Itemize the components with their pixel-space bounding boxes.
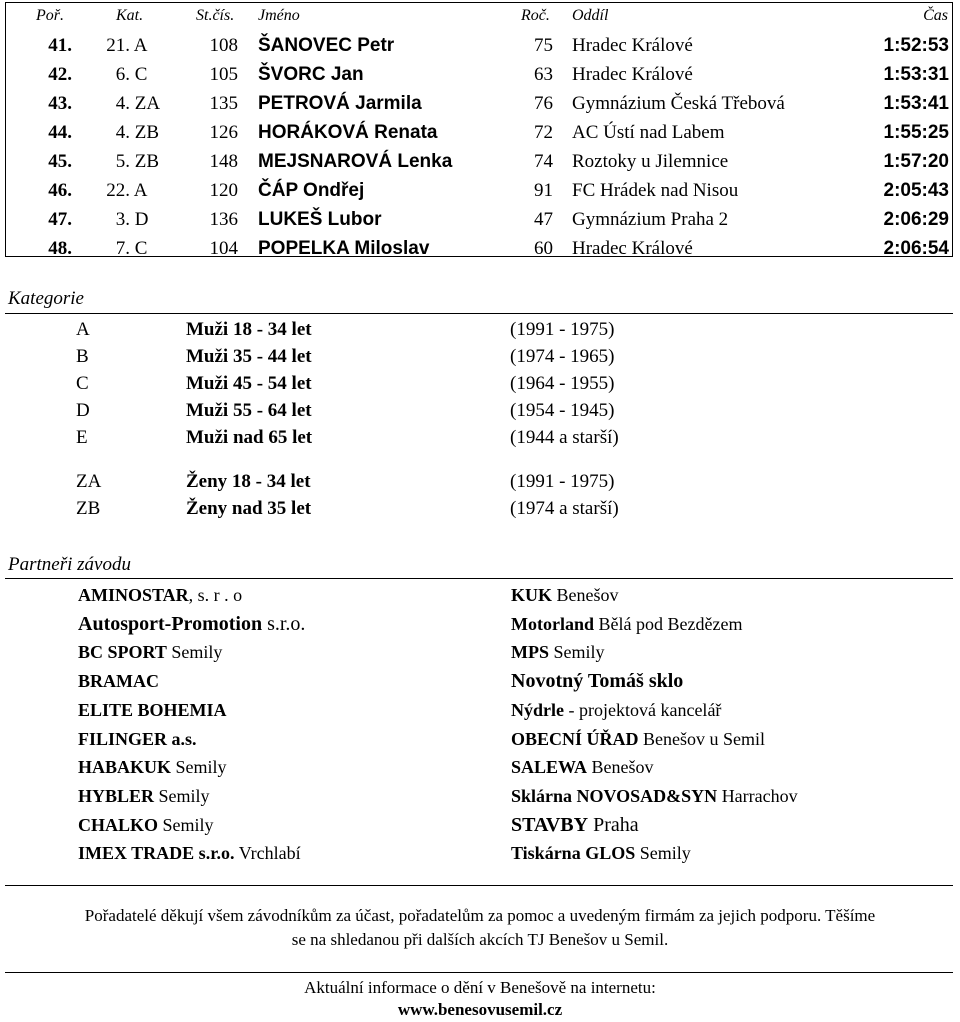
table-row <box>6 89 952 118</box>
category-code: D <box>76 400 90 421</box>
partner-location: Semily <box>635 843 691 864</box>
club: Hradec Králové <box>572 64 693 85</box>
place: 43. <box>48 93 72 114</box>
category-rank <box>90 147 159 176</box>
table-row <box>6 118 952 147</box>
runner-name: POPELKA Miloslav <box>258 238 430 259</box>
category-label: Ženy 18 - 34 let <box>186 471 311 492</box>
category-label: Muži nad 65 let <box>186 427 313 448</box>
place: 41. <box>48 35 72 56</box>
thanks-divider <box>5 885 953 886</box>
partner-item <box>78 581 242 609</box>
start-number: 108 <box>209 35 238 56</box>
club: Hradec Králové <box>572 35 693 56</box>
category-rank-number: 22. <box>106 180 130 201</box>
finish-time: 1:55:25 <box>883 122 949 143</box>
start-number: 148 <box>209 151 238 172</box>
partner-item <box>78 811 214 839</box>
partner-item <box>78 638 222 666</box>
partner-item <box>511 638 605 666</box>
partner-name: HYBLER <box>78 785 155 806</box>
category-code: ZA <box>76 471 102 492</box>
category-rank-number: 3. <box>115 209 130 230</box>
partner-location: Bělá pod Bezdězem <box>594 613 743 634</box>
partner-item <box>511 610 742 638</box>
place: 45. <box>48 151 72 172</box>
header-start-number: St.čís. <box>196 7 235 24</box>
partner-item <box>511 839 691 867</box>
category-rank-number: 5. <box>115 151 130 172</box>
birth-year: 63 <box>534 64 553 85</box>
runner-name: HORÁKOVÁ Renata <box>258 122 438 143</box>
info-line: Aktuální informace o dění v Benešově na internetu: <box>304 978 656 997</box>
place: 47. <box>48 209 72 230</box>
start-number: 120 <box>209 180 238 201</box>
category-rank <box>90 89 160 118</box>
runner-name: ŠANOVEC Petr <box>258 35 395 56</box>
place: 48. <box>48 238 72 259</box>
place: 44. <box>48 122 72 143</box>
thanks-line-2: se na shledanou při dalších akcích TJ Benešov u Semil. <box>291 930 669 949</box>
partner-item <box>78 696 227 724</box>
partners-title: Partneři závodu <box>8 554 131 575</box>
place: 46. <box>48 180 72 201</box>
category-rank <box>90 31 147 60</box>
partner-location: Praha <box>588 813 639 836</box>
club: FC Hrádek nad Nisou <box>572 180 739 201</box>
partner-item <box>511 811 639 839</box>
partner-item <box>78 839 301 867</box>
partner-item <box>78 753 227 781</box>
table-row <box>6 205 952 234</box>
category-row <box>0 317 960 343</box>
header-category: Kat. <box>116 7 144 24</box>
info-divider <box>5 972 953 973</box>
runner-name: ŠVORC Jan <box>258 64 364 85</box>
partner-item <box>511 696 721 724</box>
category-code: ZB <box>134 122 160 143</box>
category-years: (1944 a starší) <box>510 427 619 448</box>
partner-location: Benešov <box>587 757 654 778</box>
header-club: Oddíl <box>572 7 609 24</box>
partner-item <box>78 667 159 695</box>
birth-year: 91 <box>534 180 553 201</box>
category-rank <box>90 60 147 89</box>
table-row <box>6 234 952 263</box>
table-row <box>6 31 952 60</box>
category-code: C <box>134 64 148 85</box>
category-rank <box>90 234 147 263</box>
partner-name: BC SPORT <box>78 642 167 663</box>
category-label: Muži 18 - 34 let <box>186 319 312 340</box>
partner-location: , s. r . o <box>188 585 243 605</box>
partner-name: Sklárna NOVOSAD&SYN <box>511 785 718 806</box>
category-years: (1954 - 1945) <box>510 400 615 421</box>
header-year: Roč. <box>521 7 550 24</box>
website-link[interactable]: www.benesovusemil.cz <box>397 1000 563 1019</box>
table-row <box>6 147 952 176</box>
runner-name: ČÁP Ondřej <box>258 180 365 201</box>
category-rank-number: 4. <box>115 122 130 143</box>
category-years: (1974 - 1965) <box>510 346 615 367</box>
partner-location: Benešov <box>552 585 619 605</box>
partner-name: HABAKUK <box>78 757 172 778</box>
category-rank <box>90 205 148 234</box>
runner-name: PETROVÁ Jarmila <box>258 93 422 114</box>
category-rank-number: 7. <box>115 238 130 259</box>
partner-name: Nýdrle <box>511 699 564 720</box>
start-number: 135 <box>209 93 238 114</box>
partner-item <box>511 725 765 753</box>
partner-name: MPS <box>511 642 549 663</box>
category-row <box>0 469 960 495</box>
category-code: A <box>76 319 90 340</box>
partner-name: ELITE BOHEMIA <box>78 699 227 720</box>
finish-time: 1:52:53 <box>883 35 949 56</box>
birth-year: 74 <box>534 151 553 172</box>
category-rank <box>90 176 147 205</box>
category-code: A <box>133 180 148 201</box>
partner-name: IMEX TRADE s.r.o. <box>78 843 235 864</box>
partner-item <box>511 782 798 810</box>
start-number: 105 <box>209 64 238 85</box>
category-years: (1991 - 1975) <box>510 319 615 340</box>
start-number: 136 <box>209 209 238 230</box>
category-row <box>0 344 960 370</box>
club: Hradec Králové <box>572 238 693 259</box>
partner-name: BRAMAC <box>78 671 159 692</box>
category-code: E <box>76 427 88 448</box>
partner-name: Novotný Tomáš sklo <box>511 670 684 693</box>
header-place: Poř. <box>36 7 64 24</box>
category-rank-number: 21. <box>106 35 130 56</box>
partner-item <box>511 753 654 781</box>
partners-divider <box>5 578 953 579</box>
partner-location: Semily <box>154 785 210 806</box>
birth-year: 60 <box>534 238 553 259</box>
category-row <box>0 371 960 397</box>
finish-time: 2:06:29 <box>883 209 949 230</box>
category-row <box>0 425 960 451</box>
category-label: Muži 45 - 54 let <box>186 373 312 394</box>
partner-name: AMINOSTAR <box>78 585 189 605</box>
category-years: (1991 - 1975) <box>510 471 615 492</box>
partner-location: Semily <box>166 642 223 663</box>
partner-name: FILINGER a.s. <box>78 728 197 749</box>
category-row <box>0 398 960 424</box>
partner-item <box>511 581 619 609</box>
partner-location: - projektová kancelář <box>564 699 722 720</box>
partner-location: Semily <box>171 757 227 778</box>
runner-name: MEJSNAROVÁ Lenka <box>258 151 453 172</box>
partner-name: Tiskárna GLOS <box>511 843 636 864</box>
category-label: Muži 55 - 64 let <box>186 400 312 421</box>
start-number: 126 <box>209 122 238 143</box>
category-code: D <box>134 209 149 230</box>
club: Roztoky u Jilemnice <box>572 151 729 172</box>
birth-year: 76 <box>534 93 553 114</box>
header-time: Čas <box>923 7 948 24</box>
partner-item <box>511 667 683 695</box>
runner-name: LUKEŠ Lubor <box>258 209 382 230</box>
partner-location: Vrchlabí <box>234 843 301 864</box>
partner-name: Motorland <box>511 613 594 634</box>
finish-time: 1:57:20 <box>883 151 949 172</box>
birth-year: 72 <box>534 122 553 143</box>
category-code: C <box>134 238 148 259</box>
partner-name: CHALKO <box>78 814 159 835</box>
partner-name: SALEWA <box>511 757 588 778</box>
partner-location: Semily <box>158 814 214 835</box>
category-row <box>0 496 960 522</box>
start-number: 104 <box>209 238 238 259</box>
table-row <box>6 176 952 205</box>
category-code: C <box>76 373 89 394</box>
partner-location: s.r.o. <box>262 612 306 635</box>
category-years: (1964 - 1955) <box>510 373 615 394</box>
categories-title: Kategorie <box>8 288 84 309</box>
category-code: A <box>133 35 148 56</box>
partner-name: STAVBY <box>511 813 589 836</box>
category-code: ZB <box>76 498 101 519</box>
category-code: ZA <box>134 93 161 114</box>
category-code: ZB <box>134 151 160 172</box>
results-table <box>5 2 953 257</box>
partner-location: Benešov u Semil <box>638 728 766 749</box>
partner-item <box>78 782 210 810</box>
partner-location: Harrachov <box>717 785 798 806</box>
header-name: Jméno <box>258 7 300 24</box>
birth-year: 75 <box>534 35 553 56</box>
category-label: Muži 35 - 44 let <box>186 346 312 367</box>
finish-time: 1:53:41 <box>883 93 949 114</box>
category-years: (1974 a starší) <box>510 498 619 519</box>
category-rank <box>90 118 159 147</box>
partner-name: KUK <box>511 585 553 605</box>
partner-location: Semily <box>549 642 605 663</box>
partner-name: Autosport-Promotion <box>78 612 263 635</box>
partner-item <box>78 610 305 638</box>
category-code: B <box>76 346 89 367</box>
table-row <box>6 60 952 89</box>
thanks-line-1: Pořadatelé děkují všem závodníkům za účast, pořadatelům za pomoc a uvedeným firmám za jejich podporu. Těšíme <box>84 906 876 925</box>
birth-year: 47 <box>534 209 553 230</box>
category-rank-number: 6. <box>115 64 130 85</box>
category-rank-number: 4. <box>115 93 130 114</box>
club: Gymnázium Česká Třebová <box>572 93 785 114</box>
finish-time: 2:05:43 <box>883 180 949 201</box>
category-label: Ženy nad 35 let <box>186 498 312 519</box>
finish-time: 2:06:54 <box>883 238 949 259</box>
club: Gymnázium Praha 2 <box>572 209 729 230</box>
partner-name: OBECNÍ ÚŘAD <box>511 728 639 749</box>
categories-divider <box>5 313 953 314</box>
partner-item <box>78 725 197 753</box>
place: 42. <box>48 64 72 85</box>
finish-time: 1:53:31 <box>883 64 949 85</box>
club: AC Ústí nad Labem <box>572 122 725 143</box>
